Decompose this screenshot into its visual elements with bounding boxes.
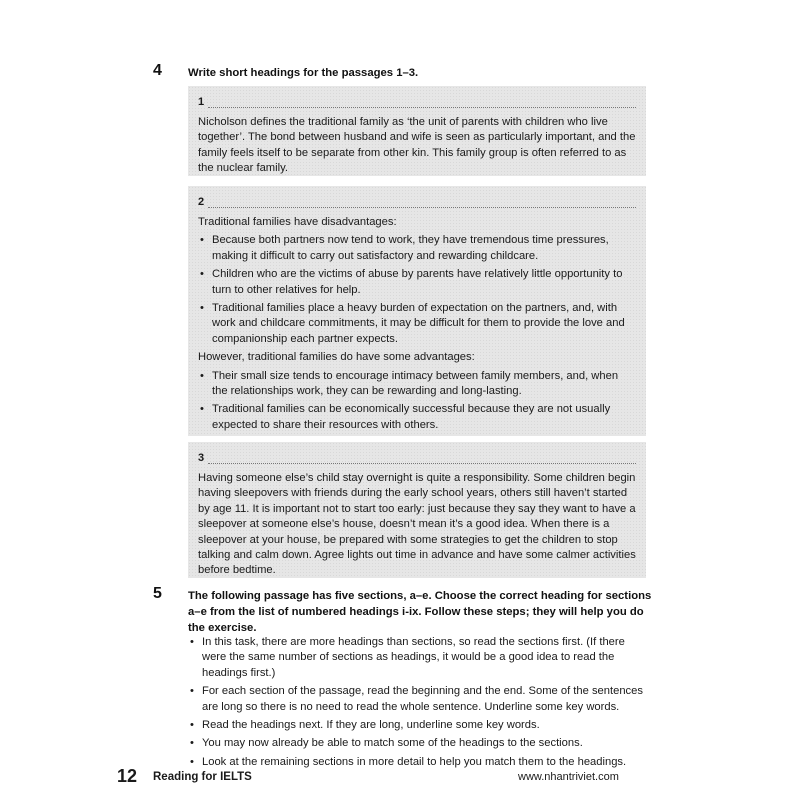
list-item: • Read the headings next. If they are long, underline some key words. bbox=[188, 718, 648, 733]
list-item: • In this task, there are more headings than sections, so read the sections first. (If there were the same number of sections as headings, it would be a good idea to read the headings first.) bbox=[188, 635, 648, 681]
list-item: • Look at the remaining sections in more detail to help you match them to the headings. bbox=[188, 755, 648, 770]
exercise-4-instruction: Write short headings for the passages 1–3. bbox=[188, 67, 419, 79]
passage-2-box bbox=[188, 186, 646, 436]
passage-3-number: 3 bbox=[198, 452, 205, 464]
passage-2-heading-blank[interactable] bbox=[208, 197, 636, 208]
list-item: • Children who are the victims of abuse by parents have relatively little opportunity to turn to other relatives for help. bbox=[198, 267, 636, 298]
list-item: • Their small size tends to encourage intimacy between family members, and, when the relationships work, they can be rewarding and long-lasting. bbox=[198, 369, 636, 400]
passage-3-heading-blank[interactable] bbox=[208, 453, 636, 464]
list-item: • Traditional families place a heavy burden of expectation on the partners, and, with work and childcare commitments, it may be difficult for them to provide the love and companionship each partner expects. bbox=[198, 301, 636, 347]
list-item: • Traditional families can be economically successful because they are not usually expected to share their resources with others. bbox=[198, 402, 636, 433]
passage-1-text: Nicholson defines the traditional family as ‘the unit of parents with children who live together’. The bond between husband and wife is seen as particularly important, and the family feels itself to be separate from other kin. This family group is often referred to as the nuclear family. bbox=[198, 116, 636, 175]
list-item: • For each section of the passage, read the beginning and the end. Some of the sentences are long so there is no need to read the whole sentence. Underline some key words. bbox=[188, 684, 648, 715]
passage-2-number: 2 bbox=[198, 196, 205, 208]
passage-2-intro: Traditional families have disadvantages: bbox=[198, 216, 397, 228]
website-url: www.nhantriviet.com bbox=[518, 771, 619, 783]
disadvantages-list bbox=[198, 233, 636, 347]
passage-3-text: Having someone else’s child stay overnight is quite a responsibility. Some children begin having sleepovers with friends during the early school years, others still haven’t started by age 11. It is important not to start too early: just because they say they want to have a sleepover at someone else’s house, doesn’t mean it’s a good idea. When there is a sleepover at your house, be prepared with some strategies to get the children to stop talking and calm down. Agree lights out time in advance and have some calmer activities before bedtime. bbox=[198, 472, 636, 577]
exercise-5-number: 5 bbox=[153, 585, 162, 602]
advantages-list bbox=[198, 369, 636, 434]
passage-1-box bbox=[188, 86, 646, 176]
passage-1-heading-blank[interactable] bbox=[208, 97, 636, 108]
exercise-5-instruction: The following passage has five sections, a–e. Choose the correct heading for sections a–e from the list of numbered headings i-ix. Follow these steps; they will help you do the exercise. bbox=[188, 590, 652, 634]
passage-2-advantages-intro: However, traditional families do have some advantages: bbox=[198, 351, 475, 364]
passage-3-box bbox=[188, 442, 646, 578]
exercise-4-number: 4 bbox=[153, 62, 162, 79]
page-number: 12 bbox=[117, 766, 138, 786]
exercise-5-steps bbox=[188, 635, 648, 773]
passage-1-number: 1 bbox=[198, 96, 205, 108]
list-item: • Because both partners now tend to work, they have tremendous time pressures, making it difficult to carry out satisfactory and rewarding childcare. bbox=[198, 233, 636, 264]
book-title: Reading for IELTS bbox=[153, 771, 252, 783]
list-item: • You may now already be able to match some of the headings to the sections. bbox=[188, 736, 648, 751]
